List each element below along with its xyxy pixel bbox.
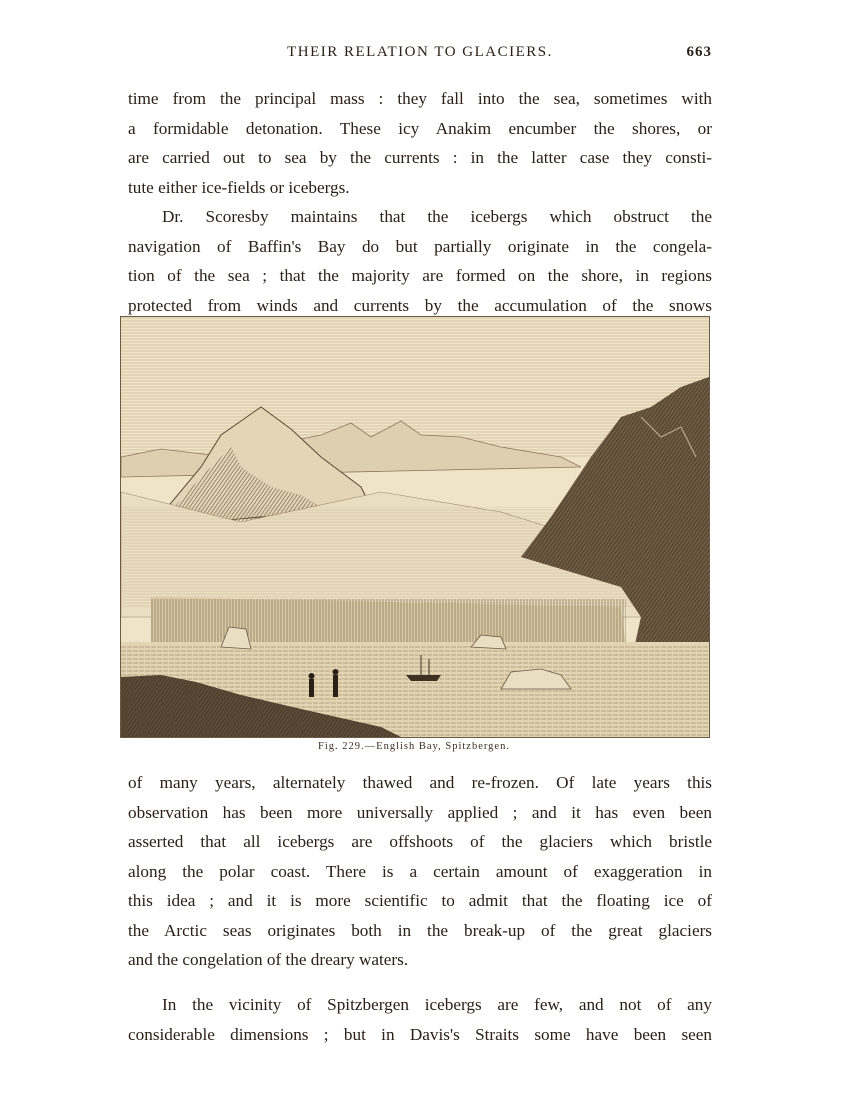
text-line: this idea ; and it is more scientific to admit that the floating ice of bbox=[128, 891, 712, 910]
text-line: considerable dimensions ; but in Davis's Straits some have been seen bbox=[128, 1024, 712, 1044]
text-line: along the polar coast. There is a certain amount of exaggeration in bbox=[128, 861, 712, 881]
text-block-bottom bbox=[128, 990, 712, 1049]
text-line: a formidable detonation. These icy Anakim encumber the shores, or bbox=[128, 118, 712, 138]
text-line: tute either ice-fields or icebergs. bbox=[128, 177, 350, 197]
engraving-figure bbox=[120, 316, 710, 738]
text-line: Dr. Scoresby maintains that the icebergs which obstruct the bbox=[162, 207, 712, 226]
text-line: of many years, alternately thawed and re-frozen. Of late years this bbox=[128, 773, 712, 792]
running-title: THEIR RELATION TO GLACIERS. bbox=[287, 44, 553, 60]
text-block-middle bbox=[128, 768, 712, 975]
text-line: protected from winds and currents by the accumulation of the snows bbox=[128, 295, 712, 315]
engraving-illustration bbox=[121, 317, 709, 737]
figure-caption: Fig. 229.—English Bay, Spitzbergen. bbox=[318, 741, 510, 752]
text-line: In the vicinity of Spitzbergen icebergs are few, and not of any bbox=[162, 995, 712, 1014]
text-line: asserted that all icebergs are offshoots of the glaciers which bristle bbox=[128, 832, 712, 851]
text-line: and the congelation of the dreary waters. bbox=[128, 950, 409, 969]
running-head bbox=[128, 42, 712, 66]
text-line: are carried out to sea by the currents : in the latter case they consti- bbox=[128, 148, 712, 167]
text-line: observation has been more universally applied ; and it has even been bbox=[128, 802, 712, 822]
text-block-top bbox=[128, 84, 712, 320]
text-line: the Arctic seas originates both in the break-up of the great glaciers bbox=[128, 920, 712, 940]
text-line: navigation of Baffin's Bay do but partially originate in the congela- bbox=[128, 236, 712, 256]
text-line: tion of the sea ; that the majority are formed on the shore, in regions bbox=[128, 266, 712, 285]
page-number: 663 bbox=[686, 44, 712, 60]
text-line: time from the principal mass : they fall into the sea, sometimes with bbox=[128, 89, 712, 108]
